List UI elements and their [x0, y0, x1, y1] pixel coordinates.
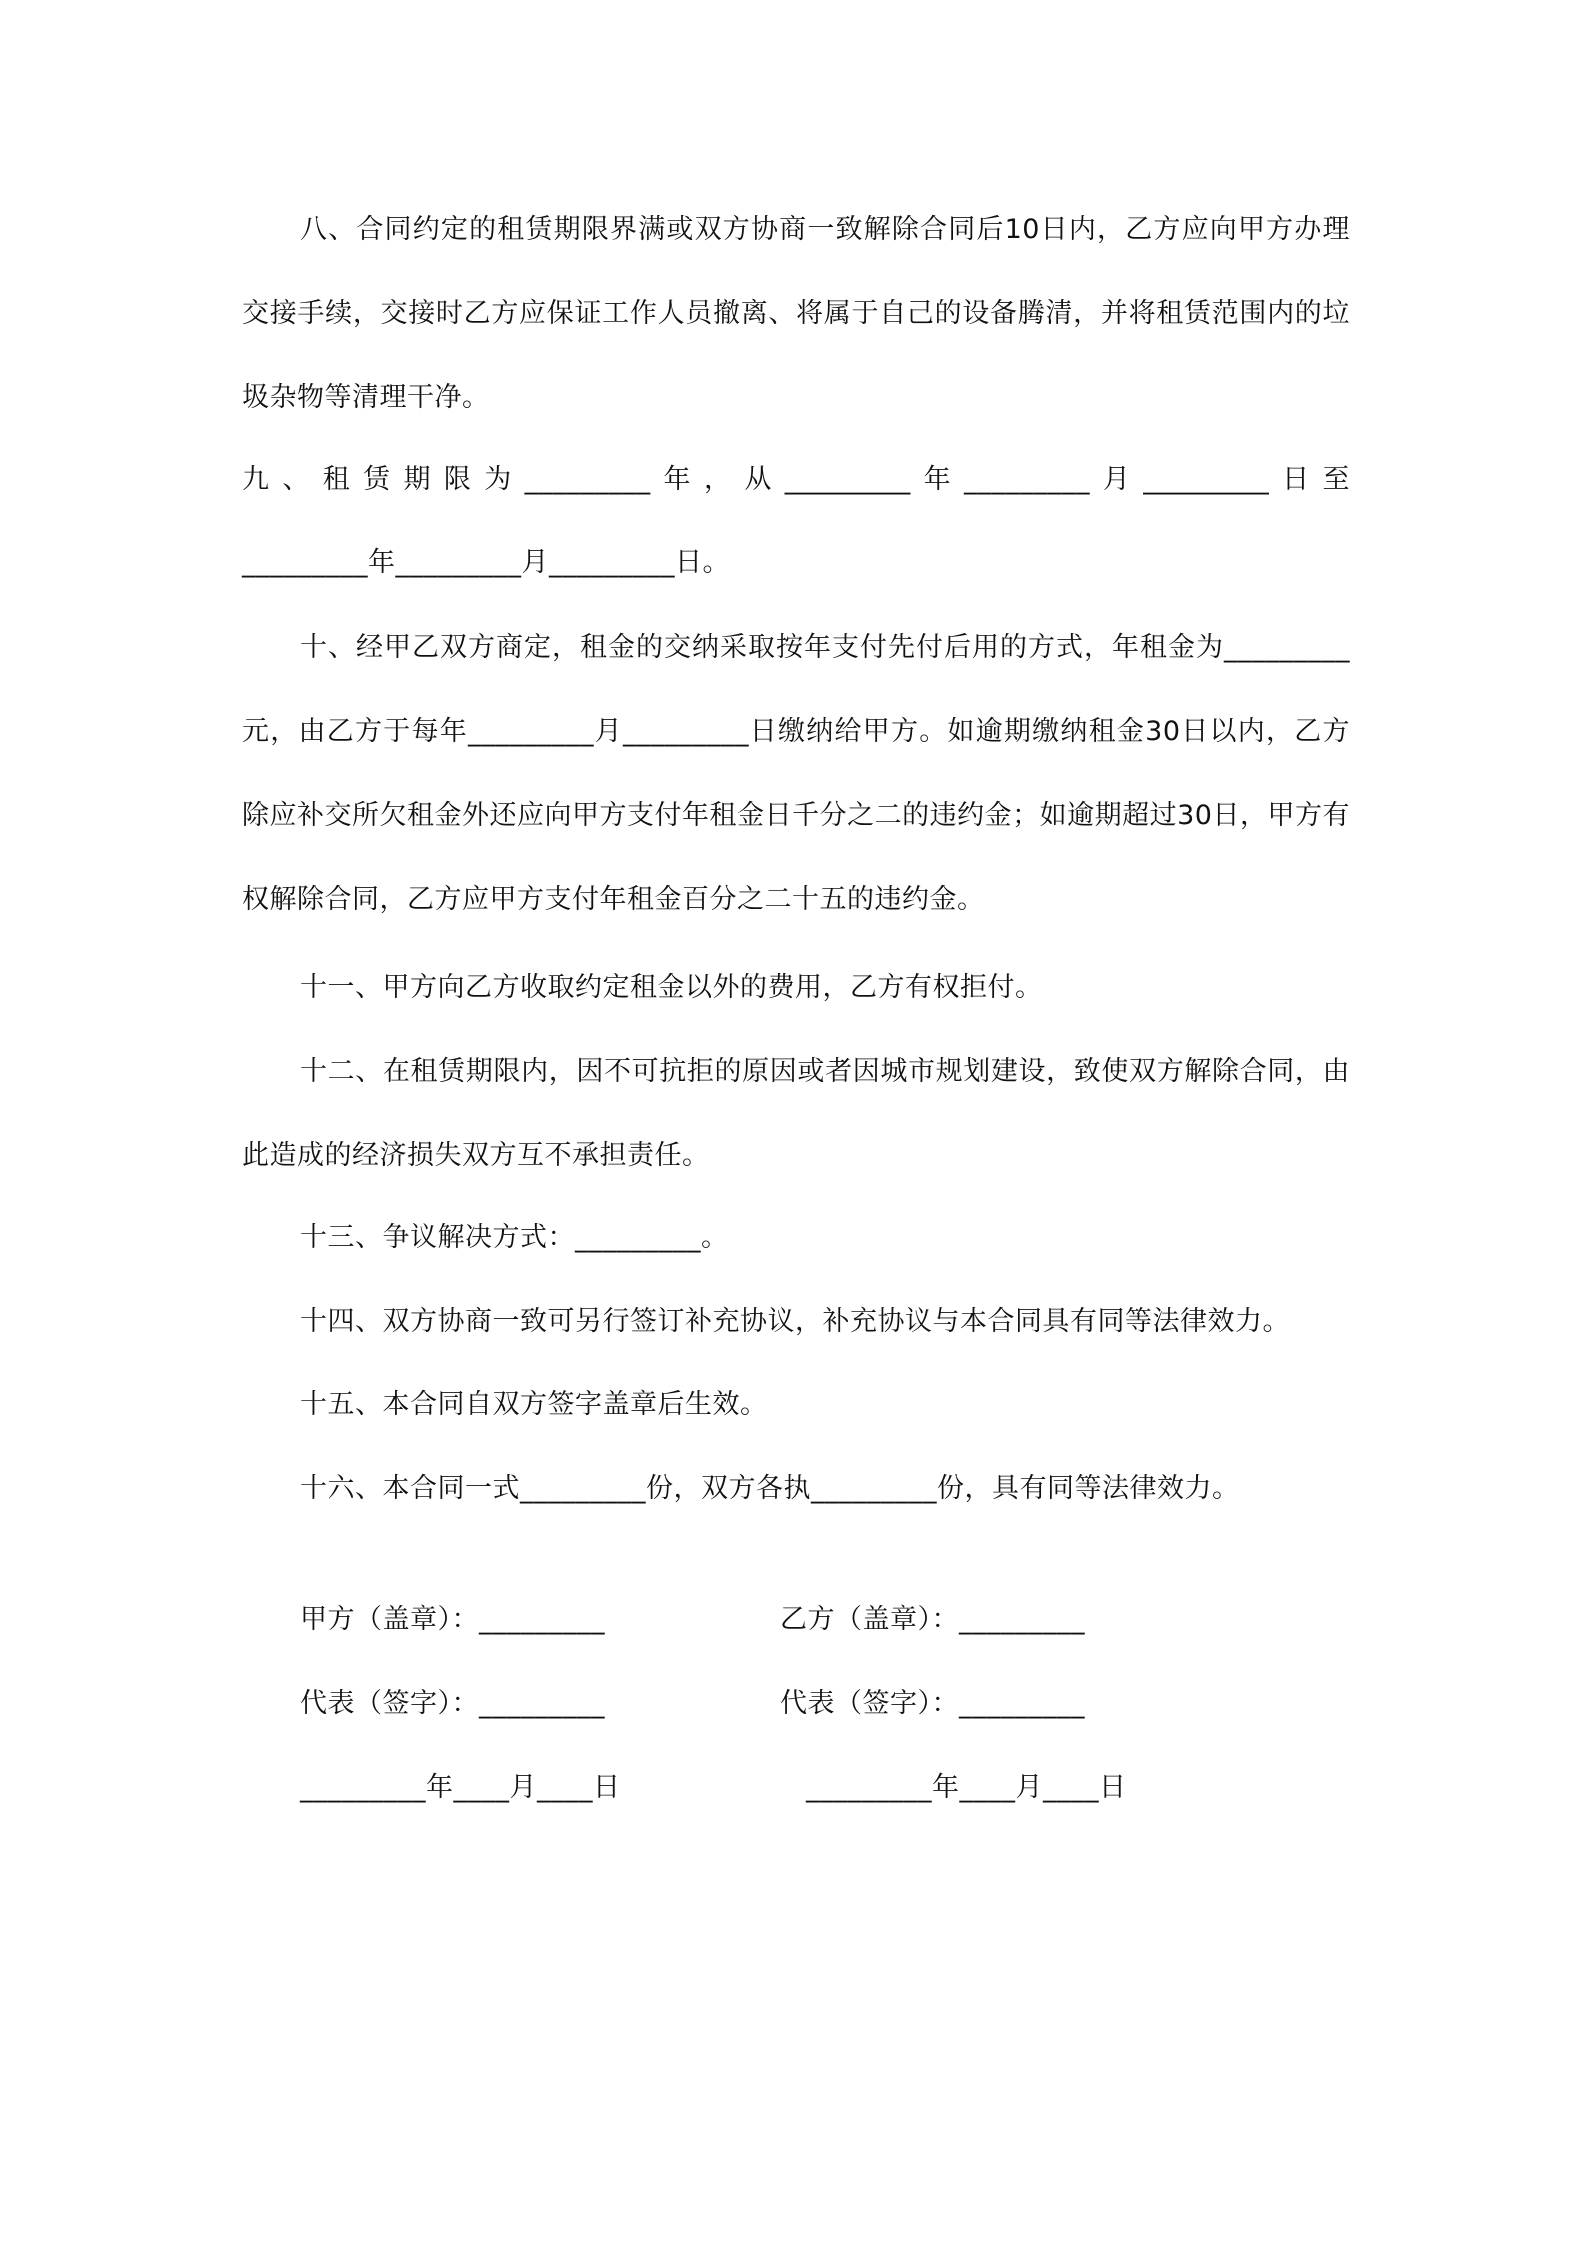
clause-13: 十三、争议解决方式：_________。 [300, 1222, 729, 1253]
clause-9-line-2: _________年_________月_________日。 [242, 547, 730, 578]
clause-11: 十一、甲方向乙方收取约定租金以外的费用，乙方有权拒付。 [300, 972, 1043, 1003]
clause-15: 十五、本合同自双方签字盖章后生效。 [300, 1389, 768, 1420]
clause-10: 十、经甲乙双方商定，租金的交纳采取按年支付先付后用的方式，年租金为_________元，由乙方于每年_________月_________日缴纳给甲方。如逾期缴纳租金30日以内，乙方除应补交所欠租金外还应向甲方支付年租金日千分之二的违约金；如逾期超过30日，甲方有权解除合同，乙方应甲方支付年租金百分之二十五的违约金。 [242, 632, 1350, 915]
party-b-representative-field: 代表（签字）：_________ [780, 1688, 1085, 1719]
party-a-date-field: _________年____月____日 [300, 1772, 621, 1803]
party-a-seal-field: 甲方（盖章）：_________ [300, 1604, 605, 1635]
clause-14: 十四、双方协商一致可另行签订补充协议，补充协议与本合同具有同等法律效力。 [300, 1306, 1290, 1337]
clause-16: 十六、本合同一式_________份，双方各执_________份，具有同等法律效力。 [300, 1473, 1240, 1504]
clause-9-line-1: 九、租赁期限为_________年，从_________年_________月_________日至 [242, 464, 1350, 495]
party-a-representative-field: 代表（签字）：_________ [300, 1688, 605, 1719]
party-b-date-field: _________年____月____日 [806, 1772, 1127, 1803]
clause-8: 八、合同约定的租赁期限界满或双方协商一致解除合同后10日内，乙方应向甲方办理交接手续，交接时乙方应保证工作人员撤离、将属于自己的设备腾清，并将租赁范围内的垃圾杂物等清理干净。 [242, 214, 1350, 413]
party-b-seal-field: 乙方（盖章）：_________ [780, 1604, 1085, 1635]
clause-12: 十二、在租赁期限内，因不可抗拒的原因或者因城市规划建设，致使双方解除合同，由此造成的经济损失双方互不承担责任。 [242, 1056, 1350, 1171]
